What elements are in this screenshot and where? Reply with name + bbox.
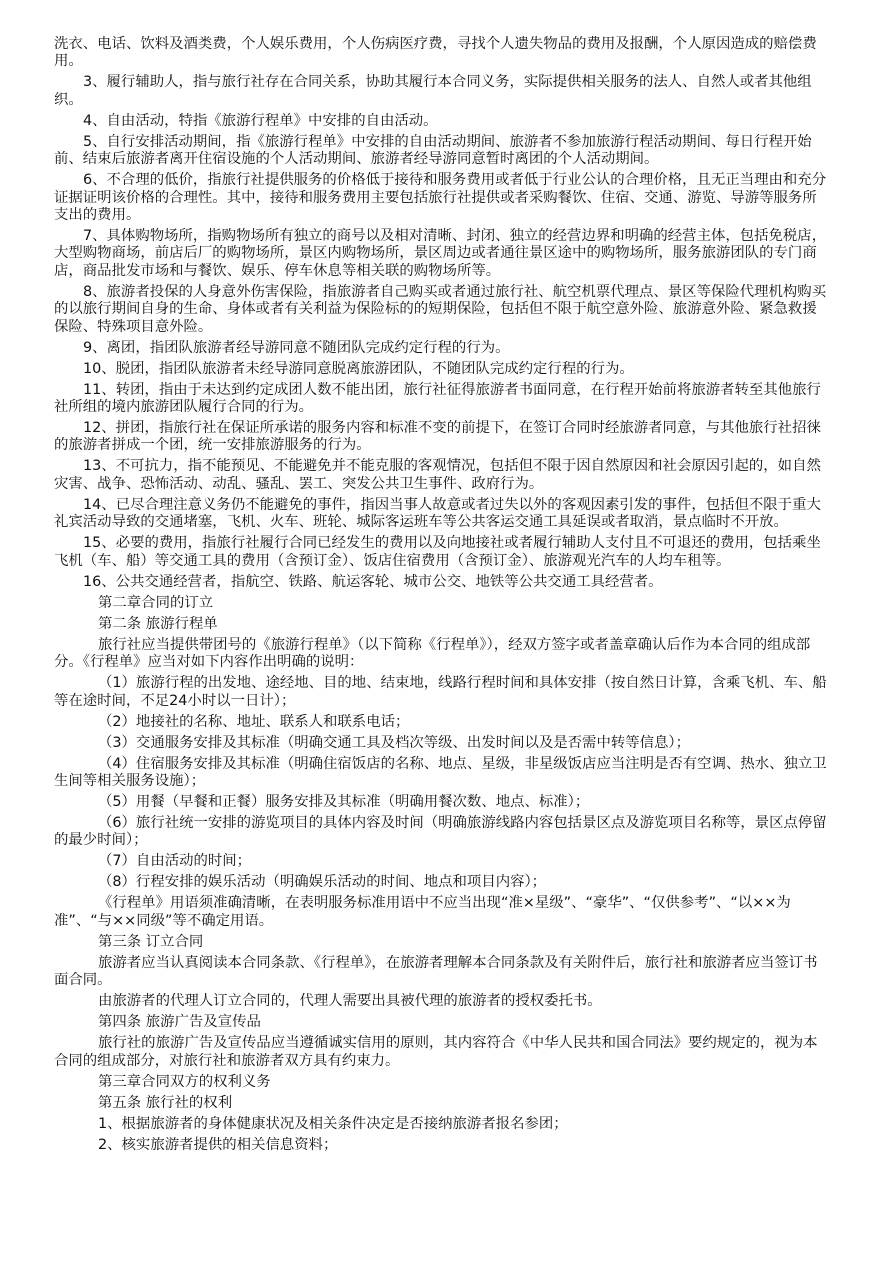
itinerary-item-5: （5）用餐（早餐和正餐）服务安排及其标准（明确用餐次数、地点、标准）； — [98, 793, 590, 810]
definition-14-unavoidable-event: 14、已尽合理注意义务仍不能避免的事件，指因当事人故意或者过失以外的客观因素引发的事件，包括但不限于重大礼宾活动导致的交通堵塞，飞机、火车、班轮、城际客运班车等公共客运交通工具延误或者取消，景点临时不开放。 — [54, 496, 821, 531]
article-4-heading: 第四条 旅游广告及宣传品 — [98, 1014, 261, 1031]
itinerary-item-3: （3）交通服务安排及其标准（明确交通工具及档次等级、出发时间以及是否需中转等信息）； — [98, 734, 690, 751]
agency-right-2: 2、核实旅游者提供的相关信息资料； — [98, 1136, 338, 1153]
itinerary-item-7: （7）自由活动的时间； — [98, 853, 252, 870]
article-2-body: 旅行社应当提供带团号的《旅游行程单》（以下简称《行程单》），经双方签字或者盖章确认后作为本合同的组成部分。《行程单》应当对如下内容作出明确的说明： — [54, 636, 811, 671]
itinerary-item-2: （2）地接社的名称、地址、联系人和联系电话； — [98, 713, 410, 730]
definition-8-accident-insurance: 8、旅游者投保的人身意外伤害保险，指旅游者自己购买或者通过旅行社、航空机票代理点、景区等保险代理机构购买的以旅行期间自身的生命、身体或者有关利益为保险标的的短期保险，包括但不限于航空意外险、旅游意外险、紧急救援保险、特殊项目意外险。 — [54, 283, 827, 335]
itinerary-item-4: （4）住宿服务安排及其标准（明确住宿饭店的名称、地点、星级，非星级饭店应当注明是否有空调、热水、独立卫生间等相关服务设施）； — [54, 755, 827, 789]
article-4-body: 旅行社的旅游广告及宣传品应当遵循诚实信用的原则，其内容符合《中华人民共和国合同法》要约规定的，视为本合同的组成部分，对旅行社和旅游者双方具有约束力。 — [54, 1035, 818, 1069]
definition-10-break-away: 10、脱团，指团队旅游者未经导游同意脱离旅游团队，不随团队完成约定行程的行为。 — [83, 360, 634, 377]
agency-right-1: 1、根据旅游者的身体健康状况及相关条件决定是否接纳旅游者报名参团； — [98, 1115, 568, 1132]
chapter-2-heading: 第二章合同的订立 — [98, 594, 214, 611]
definition-5-self-arranged-period: 5、自行安排活动期间，指《旅游行程单》中安排的自由活动期间、旅游者不参加旅游行程活动期间、每日行程开始前、结束后旅游者离开住宿设施的个人活动期间、旅游者经导游同意暂时离团的个人活动期间。 — [54, 133, 812, 168]
article-5-heading: 第五条 旅行社的权利 — [98, 1094, 233, 1111]
article-3-heading: 第三条 订立合同 — [98, 933, 204, 950]
definition-9-leave-group: 9、离团，指团队旅游者经导游同意不随团队完成约定行程的行为。 — [83, 339, 510, 356]
definition-4-free-activity: 4、自由活动，特指《旅游行程单》中安排的自由活动。 — [83, 112, 438, 129]
article-2-heading: 第二条 旅游行程单 — [98, 615, 218, 632]
definition-12-group-merge: 12、拼团，指旅行社在保证所承诺的服务内容和标准不变的前提下，在签订合同时经旅游者同意，与其他旅行社招徕的旅游者拼成一个团，统一安排旅游服务的行为。 — [54, 420, 821, 454]
itinerary-item-8: （8）行程安排的娱乐活动（明确娱乐活动的时间、地点和项目内容）； — [98, 874, 547, 891]
itinerary-item-1: （1）旅游行程的出发地、途经地、目的地、结束地，线路行程时间和具体安排（按自然日计算，含乘飞机、车、船等在途时间，不足24小时以一日计）； — [54, 675, 827, 709]
definition-3-performance-assistant: 3、履行辅助人，指与旅行社存在合同关系，协助其履行本合同义务，实际提供相关服务的法人、自然人或者其他组织。 — [54, 74, 812, 108]
definition-11-group-transfer: 11、转团，指由于未达到约定成团人数不能出团，旅行社征得旅游者书面同意，在行程开始前将旅游者转至其他旅行社所组的境内旅游团队履行合同的行为。 — [54, 381, 821, 416]
itinerary-item-6: （6）旅行社统一安排的游览项目的具体内容及时间（明确旅游线路内容包括景区点及游览项目名称等，景区点停留的最少时间）； — [54, 814, 827, 849]
definition-6-unreasonable-low-price: 6、不合理的低价，指旅行社提供服务的价格低于接待和服务费用或者低于行业公认的合理价格，且无正当理由和充分证据证明该价格的合理性。其中，接待和服务费用主要包括旅行社提供或者采购餐饮、住宿、交通、游览、导游等服务所支出的费用。 — [54, 172, 827, 224]
article-3-agent-clause: 由旅游者的代理人订立合同的，代理人需要出具被代理的旅游者的授权委托书。 — [98, 993, 602, 1010]
definition-13-force-majeure: 13、不可抗力，指不能预见、不能避免并不能克服的客观情况，包括但不限于因自然原因和社会原因引起的，如自然灾害、战争、恐怖活动、动乱、骚乱、罢工、突发公共卫生事件、政府行为。 — [54, 458, 821, 492]
article-3-body: 旅游者应当认真阅读本合同条款、《行程单》，在旅游者理解本合同条款及有关附件后，旅行社和旅游者应当签订书面合同。 — [54, 954, 818, 989]
paragraph-continuation: 洗衣、电话、饮料及酒类费，个人娱乐费用，个人伤病医疗费，寻找个人遗失物品的费用及报酬，个人原因造成的赔偿费用。 — [54, 36, 817, 70]
definition-7-shopping-venue: 7、具体购物场所，指购物场所有独立的商号以及相对清晰、封闭、独立的经营边界和明确的经营主体，包括免税店，大型购物商场，前店后厂的购物场所，景区内购物场所，景区周边或者通往景区途中的购物场所，服务旅游团队的专门商店，商品批发市场和与餐饮、娱乐、停车休息等相关联的购物场所等。 — [54, 228, 827, 279]
definition-16-public-transport-operator: 16、公共交通经营者，指航空、铁路、航运客轮、城市公交、地铁等公共交通工具经营者。 — [83, 573, 663, 590]
definition-15-necessary-expenses: 15、必要的费用，指旅行社履行合同已经发生的费用以及向地接社或者履行辅助人支付且不可退还的费用，包括乘坐飞机（车、船）等交通工具的费用（含预订金）、饭店住宿费用（含预订金）、旅游观光汽车的人均车租等。 — [54, 535, 821, 569]
itinerary-wording-requirement: 《行程单》用语须准确清晰，在表明服务标准用语中不应当出现“准×星级”、“豪华”、“仅供参考”、“以××为准”、“与××同级”等不确定用语。 — [54, 895, 791, 929]
chapter-3-heading: 第三章合同双方的权利义务 — [98, 1073, 271, 1090]
